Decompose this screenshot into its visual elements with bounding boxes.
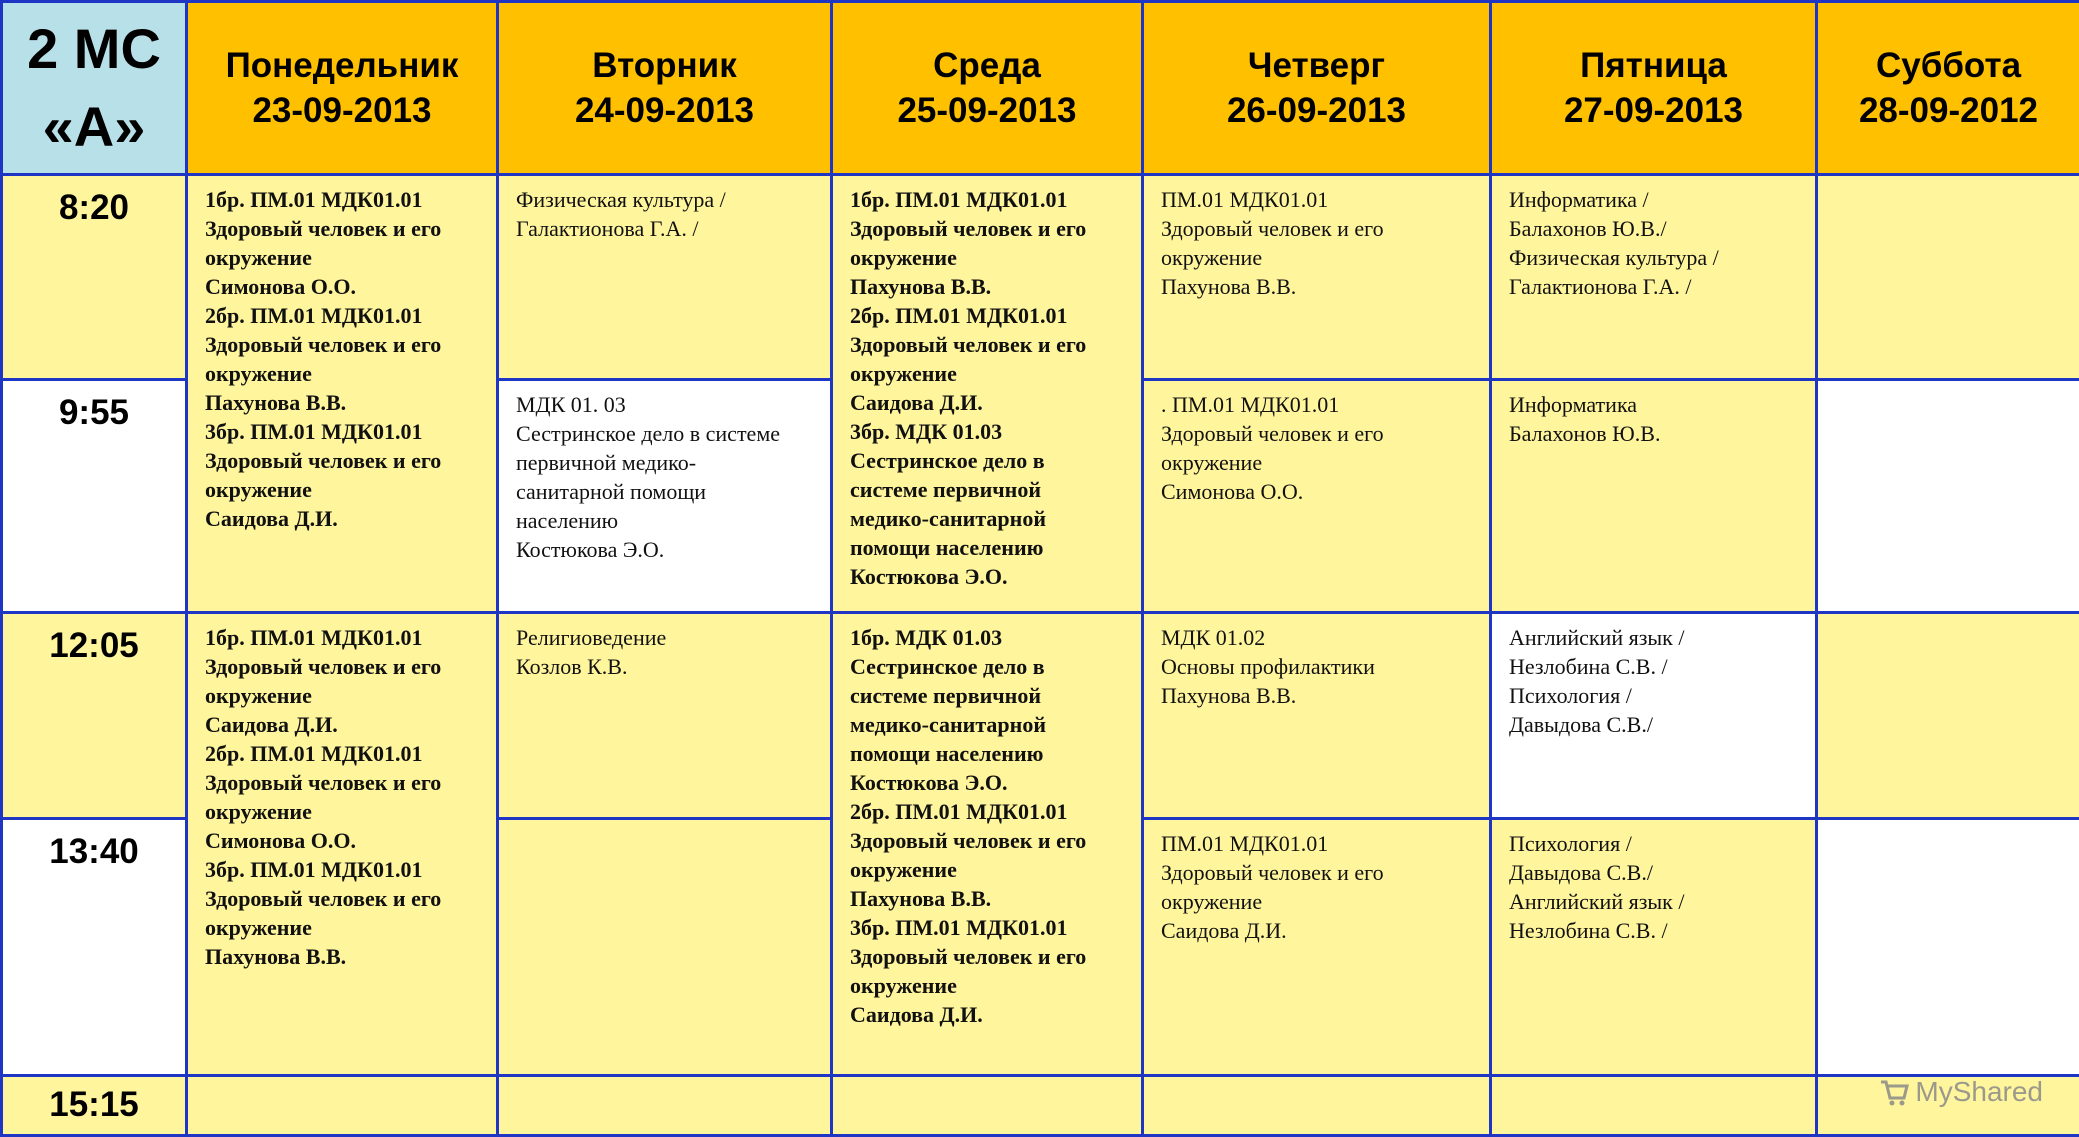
lesson-line: Незлобина С.В. / — [1509, 916, 1807, 945]
lesson-line: окружение — [1161, 448, 1481, 477]
lesson-line: Козлов К.В. — [516, 652, 822, 681]
header-row — [2, 2, 2079, 175]
lesson-line: 3бр. ПМ.01 МДК01.01 — [850, 913, 1133, 942]
lesson-line: окружение — [205, 243, 488, 272]
lesson-line: Здоровый человек и его — [205, 214, 488, 243]
lesson-line: 1бр. ПМ.01 МДК01.01 — [850, 185, 1133, 214]
lesson-line: ПМ.01 МДК01.01 — [1161, 185, 1481, 214]
lesson-line: Здоровый человек и его — [205, 652, 488, 681]
time-slot-2: 9:55 — [2, 380, 187, 613]
lesson-line: помощи населению — [850, 739, 1133, 768]
lesson-tuesday-3 — [498, 613, 832, 819]
lesson-line: 1бр. ПМ.01 МДК01.01 — [205, 623, 488, 652]
lesson-thursday-3 — [1143, 613, 1491, 819]
lesson-thursday-1 — [1143, 175, 1491, 380]
lesson-line: Информатика — [1509, 390, 1807, 419]
lesson-line: 2бр. ПМ.01 МДК01.01 — [850, 797, 1133, 826]
lesson-monday-1 — [187, 175, 498, 613]
lesson-line: Галактионова Г.А. / — [516, 214, 822, 243]
lesson-line: окружение — [850, 243, 1133, 272]
lesson-saturday-3 — [1817, 613, 2079, 819]
lesson-line: Давыдова С.В./ — [1509, 858, 1807, 887]
lesson-wednesday-2 — [832, 613, 1143, 1076]
lesson-line: первичной медико- — [516, 448, 822, 477]
lesson-line: Костюкова Э.О. — [850, 562, 1133, 591]
lesson-line: Здоровый человек и его — [850, 942, 1133, 971]
lesson-line: . ПМ.01 МДК01.01 — [1161, 390, 1481, 419]
lesson-line: Здоровый человек и его — [205, 884, 488, 913]
lesson-line: Психология / — [1509, 829, 1807, 858]
lesson-monday-2 — [187, 613, 498, 1076]
lesson-wednesday-5 — [832, 1076, 1143, 1136]
day-header-monday: Понедельник 23-09-2013 — [187, 2, 498, 175]
lesson-line: Религиоведение — [516, 623, 822, 652]
lesson-saturday-4 — [1817, 819, 2079, 1076]
lesson-line: Саидова Д.И. — [850, 1000, 1133, 1029]
lesson-line: Психология / — [1509, 681, 1807, 710]
lesson-line: Симонова О.О. — [205, 826, 488, 855]
lesson-tuesday-4 — [498, 819, 832, 1076]
lesson-line: медико-санитарной — [850, 504, 1133, 533]
lesson-friday-1 — [1491, 175, 1817, 380]
lesson-line: системе первичной — [850, 475, 1133, 504]
day-header-thursday: Четверг 26-09-2013 — [1143, 2, 1491, 175]
lesson-line: 2бр. ПМ.01 МДК01.01 — [850, 301, 1133, 330]
lesson-line: помощи населению — [850, 533, 1133, 562]
lesson-line: Здоровый человек и его — [1161, 858, 1481, 887]
lesson-line: системе первичной — [850, 681, 1133, 710]
time-slot-4: 13:40 — [2, 819, 187, 1076]
lesson-tuesday-5 — [498, 1076, 832, 1136]
lesson-tuesday-1 — [498, 175, 832, 380]
lesson-thursday-4 — [1143, 819, 1491, 1076]
lesson-line: Английский язык / — [1509, 623, 1807, 652]
lesson-line: окружение — [205, 681, 488, 710]
lesson-saturday-1 — [1817, 175, 2079, 380]
lesson-thursday-2 — [1143, 380, 1491, 613]
lesson-line: 1бр. ПМ.01 МДК01.01 — [205, 185, 488, 214]
day-header-tuesday: Вторник 24-09-2013 — [498, 2, 832, 175]
lesson-line: Основы профилактики — [1161, 652, 1481, 681]
lesson-line: Балахонов Ю.В./ — [1509, 214, 1807, 243]
lesson-line: Пахунова В.В. — [850, 272, 1133, 301]
lesson-line: медико-санитарной — [850, 710, 1133, 739]
slot-row-5 — [2, 1076, 2079, 1136]
lesson-line: Английский язык / — [1509, 887, 1807, 916]
lesson-line: окружение — [205, 913, 488, 942]
lesson-line: окружение — [850, 359, 1133, 388]
time-slot-1: 8:20 — [2, 175, 187, 380]
lesson-line: Саидова Д.И. — [850, 388, 1133, 417]
lesson-line: Пахунова В.В. — [850, 884, 1133, 913]
lesson-line: 3бр. ПМ.01 МДК01.01 — [205, 417, 488, 446]
day-header-friday: Пятница 27-09-2013 — [1491, 2, 1817, 175]
slot-row-1 — [2, 175, 2079, 380]
lesson-friday-4 — [1491, 819, 1817, 1076]
watermark — [1879, 1076, 2043, 1108]
lesson-line: Здоровый человек и его — [205, 330, 488, 359]
lesson-line: Здоровый человек и его — [850, 330, 1133, 359]
lesson-line: Пахунова В.В. — [1161, 681, 1481, 710]
lesson-line: окружение — [850, 855, 1133, 884]
lesson-line: Незлобина С.В. / — [1509, 652, 1807, 681]
lesson-line: окружение — [205, 359, 488, 388]
lesson-line: окружение — [1161, 887, 1481, 916]
time-slot-3: 12:05 — [2, 613, 187, 819]
lesson-wednesday-1 — [832, 175, 1143, 613]
lesson-line: окружение — [850, 971, 1133, 1000]
lesson-line: Пахунова В.В. — [205, 388, 488, 417]
lesson-line: Галактионова Г.А. / — [1509, 272, 1807, 301]
lesson-friday-2 — [1491, 380, 1817, 613]
lesson-line: МДК 01. 03 — [516, 390, 822, 419]
lesson-line: Саидова Д.И. — [205, 504, 488, 533]
lesson-line: 3бр. ПМ.01 МДК01.01 — [205, 855, 488, 884]
lesson-line: Костюкова Э.О. — [850, 768, 1133, 797]
lesson-saturday-2 — [1817, 380, 2079, 613]
lesson-line: Саидова Д.И. — [205, 710, 488, 739]
group-label: 2 МС «А» — [2, 2, 187, 175]
lesson-line: Сестринское дело в системе — [516, 419, 822, 448]
lesson-line: Физическая культура / — [1509, 243, 1807, 272]
lesson-line: Физическая культура / — [516, 185, 822, 214]
lesson-line: Симонова О.О. — [1161, 477, 1481, 506]
lesson-line: 2бр. ПМ.01 МДК01.01 — [205, 301, 488, 330]
lesson-line: 1бр. МДК 01.03 — [850, 623, 1133, 652]
lesson-line: Симонова О.О. — [205, 272, 488, 301]
lesson-tuesday-2 — [498, 380, 832, 613]
lesson-line: Балахонов Ю.В. — [1509, 419, 1807, 448]
lesson-line: Здоровый человек и его — [205, 768, 488, 797]
lesson-friday-3 — [1491, 613, 1817, 819]
lesson-line: Здоровый человек и его — [850, 214, 1133, 243]
lesson-line: Сестринское дело в — [850, 446, 1133, 475]
lesson-line: ПМ.01 МДК01.01 — [1161, 829, 1481, 858]
lesson-line: 3бр. МДК 01.03 — [850, 417, 1133, 446]
lesson-friday-5 — [1491, 1076, 1817, 1136]
slot-row-3 — [2, 613, 2079, 819]
lesson-line: населению — [516, 506, 822, 535]
lesson-thursday-5 — [1143, 1076, 1491, 1136]
lesson-line: Пахунова В.В. — [205, 942, 488, 971]
lesson-line: санитарной помощи — [516, 477, 822, 506]
lesson-line: Давыдова С.В./ — [1509, 710, 1807, 739]
cart-logo-icon — [1879, 1077, 1909, 1107]
lesson-line: Информатика / — [1509, 185, 1807, 214]
lesson-line: МДК 01.02 — [1161, 623, 1481, 652]
lesson-line: Сестринское дело в — [850, 652, 1133, 681]
day-header-saturday: Суббота 28-09-2012 — [1817, 2, 2079, 175]
lesson-line: Здоровый человек и его — [205, 446, 488, 475]
lesson-line: окружение — [1161, 243, 1481, 272]
lesson-line: 2бр. ПМ.01 МДК01.01 — [205, 739, 488, 768]
lesson-line: Здоровый человек и его — [850, 826, 1133, 855]
time-slot-5: 15:15 — [2, 1076, 187, 1136]
lesson-line: Здоровый человек и его — [1161, 214, 1481, 243]
day-header-wednesday: Среда 25-09-2013 — [832, 2, 1143, 175]
lesson-monday-5 — [187, 1076, 498, 1136]
lesson-line: окружение — [205, 797, 488, 826]
lesson-line: Здоровый человек и его — [1161, 419, 1481, 448]
watermark-text: MyShared — [1915, 1076, 2043, 1108]
lesson-line: Саидова Д.И. — [1161, 916, 1481, 945]
lesson-line: Пахунова В.В. — [1161, 272, 1481, 301]
lesson-line: Костюкова Э.О. — [516, 535, 822, 564]
lesson-line: окружение — [205, 475, 488, 504]
